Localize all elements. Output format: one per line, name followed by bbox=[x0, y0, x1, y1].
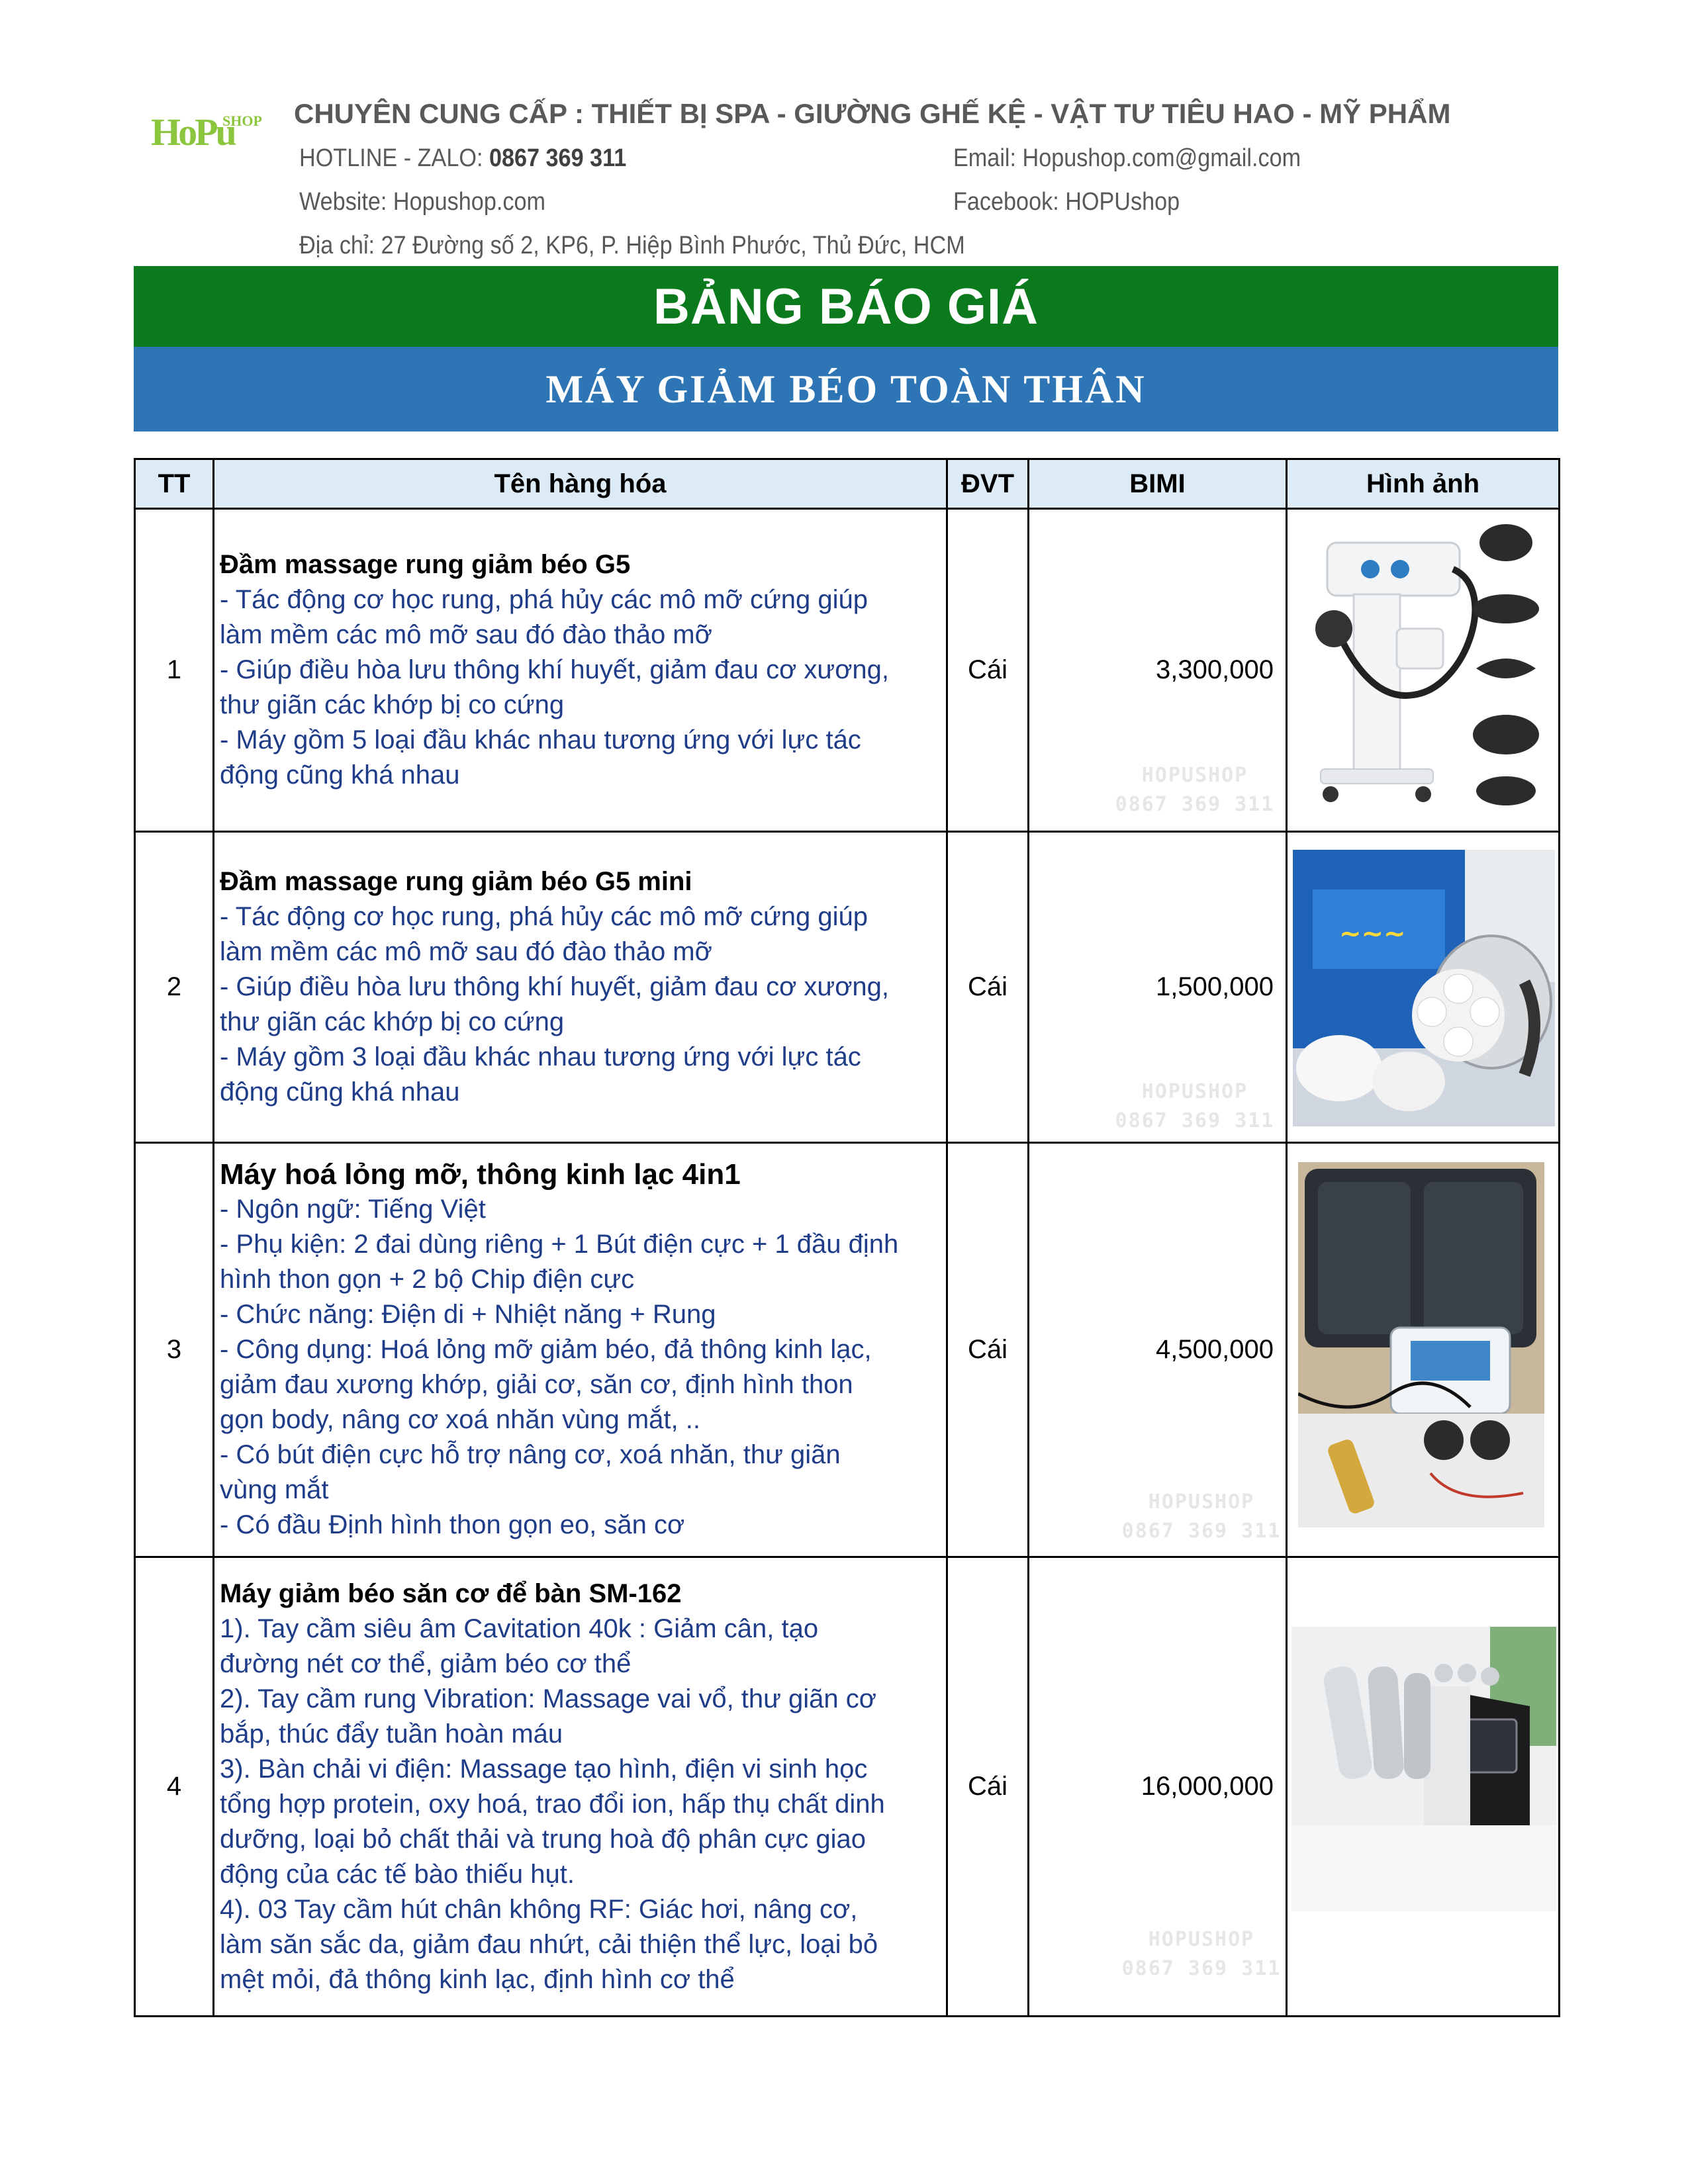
col-header-name: Tên hàng hóa bbox=[214, 459, 947, 509]
description-line: động cũng khá nhau bbox=[220, 1077, 460, 1107]
page-subtitle: MÁY GIẢM BÉO TOÀN THÂN bbox=[545, 367, 1147, 411]
description-line: làm mềm các mô mỡ sau đó đào thảo mỡ bbox=[220, 620, 712, 649]
description-line: - Công dụng: Hoá lỏng mỡ giảm béo, đả thông kinh lạc, bbox=[220, 1335, 872, 1364]
price-cell: 16,000,000 bbox=[1029, 1557, 1287, 2017]
description-line: động của các tế bào thiếu hụt. bbox=[220, 1859, 575, 1889]
table-header-row bbox=[135, 459, 1560, 509]
hotline-label: HOTLINE - ZALO: bbox=[299, 144, 489, 172]
row-number: 2 bbox=[135, 832, 214, 1143]
description-line: - Giúp điều hòa lưu thông khí huyết, giảm đau cơ xương, bbox=[220, 972, 890, 1001]
hotline-number: 0867 369 311 bbox=[489, 144, 627, 172]
unit-cell: Cái bbox=[947, 509, 1029, 832]
product-name: Đầm massage rung giảm béo G5 bbox=[220, 550, 631, 579]
g5-massager-image bbox=[1301, 523, 1546, 814]
product-description bbox=[214, 832, 947, 1143]
table-row bbox=[135, 832, 1560, 1143]
description-line: hình thon gọn + 2 bộ Chip điện cực bbox=[220, 1265, 635, 1294]
letterhead bbox=[0, 0, 1688, 265]
unit-cell: Cái bbox=[947, 1143, 1029, 1557]
product-name: Máy hoá lỏng mỡ, thông kinh lạc 4in1 bbox=[220, 1158, 741, 1191]
description-line: tổng hợp protein, oxy hoá, trao đổi ion, hấp thụ chất dinh bbox=[220, 1789, 885, 1819]
description-line: 2). Tay cầm rung Vibration: Massage vai vổ, thư giãn cơ bbox=[220, 1684, 877, 1713]
subtitle-banner bbox=[134, 347, 1558, 432]
col-header-price: BIMI bbox=[1029, 459, 1287, 509]
description-line: - Tác động cơ học rung, phá hủy các mô mỡ cứng giúp bbox=[220, 585, 868, 614]
description-line: làm săn sắc da, giảm đau nhứt, cải thiện thể lực, loại bỏ bbox=[220, 1929, 878, 1959]
website-line: Website: Hopushop.com bbox=[299, 188, 545, 216]
svg-text:~~~: ~~~ bbox=[1339, 919, 1406, 949]
watermark bbox=[1089, 1077, 1301, 1136]
price-cell: 3,300,000 bbox=[1029, 509, 1287, 832]
logo-shop-text: SHOP bbox=[222, 113, 262, 129]
description-line: động cũng khá nhau bbox=[220, 760, 460, 790]
watermark-phone: 0867 369 311 bbox=[1115, 793, 1275, 816]
unit-cell: Cái bbox=[947, 832, 1029, 1143]
product-description bbox=[214, 1143, 947, 1557]
description-line: vùng mắt bbox=[220, 1475, 329, 1504]
description-line: thư giãn các khớp bị co cứng bbox=[220, 690, 565, 719]
description-line: - Có đầu Định hình thon gọn eo, săn cơ bbox=[220, 1510, 685, 1539]
price-table bbox=[134, 458, 1560, 2017]
col-header-tt: TT bbox=[135, 459, 214, 509]
4in1-fat-dissolving-machine-image bbox=[1298, 1162, 1544, 1527]
company-tagline: CHUYÊN CUNG CẤP : THIẾT BỊ SPA - GIƯỜNG GHẾ KỆ - VẬT TƯ TIÊU HAO - MỸ PHẨM bbox=[294, 98, 1451, 129]
col-header-image: Hình ảnh bbox=[1287, 459, 1560, 509]
price-cell: 1,500,000 bbox=[1029, 832, 1287, 1143]
watermark bbox=[1089, 761, 1301, 819]
address-line: Địa chỉ: 27 Đường số 2, KP6, P. Hiệp Bình Phước, Thủ Đức, HCM bbox=[299, 232, 965, 259]
page-title: BẢNG BÁO GIÁ bbox=[653, 278, 1039, 335]
description-line: - Ngôn ngữ: Tiếng Việt bbox=[220, 1195, 486, 1224]
row-number: 1 bbox=[135, 509, 214, 832]
description-line: đường nét cơ thể, giảm béo cơ thể bbox=[220, 1649, 632, 1678]
price-cell: 4,500,000 bbox=[1029, 1143, 1287, 1557]
watermark bbox=[1096, 1488, 1307, 1546]
email-line: Email: Hopushop.com@gmail.com bbox=[953, 144, 1301, 172]
watermark-phone: 0867 369 311 bbox=[1121, 1957, 1282, 1980]
table-row bbox=[135, 1143, 1560, 1557]
watermark-brand: HOPUSHOP bbox=[1148, 1490, 1255, 1514]
g5-mini-massager-image bbox=[1293, 850, 1555, 1126]
watermark-phone: 0867 369 311 bbox=[1115, 1109, 1275, 1132]
description-line: 3). Bàn chải vi điện: Massage tạo hình, điện vi sinh học bbox=[220, 1754, 868, 1784]
row-number: 4 bbox=[135, 1557, 214, 2017]
description-line: làm mềm các mô mỡ sau đó đào thảo mỡ bbox=[220, 937, 712, 966]
watermark bbox=[1096, 1925, 1307, 1983]
sm-162-slimming-machine-image bbox=[1291, 1627, 1556, 1911]
description-line: dưỡng, loại bỏ chất thải và trung hoà độ phân cực giao bbox=[220, 1824, 866, 1854]
description-line: mệt mỏi, đả thông kinh lạc, định hình cơ thể bbox=[220, 1964, 735, 1994]
description-line: 4). 03 Tay cầm hút chân không RF: Giác hơi, nâng cơ, bbox=[220, 1894, 858, 1924]
table-row bbox=[135, 1557, 1560, 2017]
watermark-brand: HOPUSHOP bbox=[1141, 1080, 1248, 1103]
product-name: Đầm massage rung giảm béo G5 mini bbox=[220, 867, 692, 896]
watermark-phone: 0867 369 311 bbox=[1121, 1520, 1282, 1543]
facebook-line: Facebook: HOPUshop bbox=[953, 188, 1180, 216]
description-line: - Tác động cơ học rung, phá hủy các mô mỡ cứng giúp bbox=[220, 902, 868, 931]
description-line: giảm đau xương khớp, giải cơ, săn cơ, định hình thon bbox=[220, 1370, 853, 1399]
description-line: - Có bút điện cực hỗ trợ nâng cơ, xoá nhăn, thư giãn bbox=[220, 1440, 841, 1469]
product-description bbox=[214, 509, 947, 832]
watermark-brand: HOPUSHOP bbox=[1148, 1928, 1255, 1951]
description-line: bắp, thúc đẩy tuần hoàn máu bbox=[220, 1719, 563, 1749]
product-name: Máy giảm béo săn cơ để bàn SM-162 bbox=[220, 1578, 682, 1608]
description-line: - Máy gồm 3 loại đầu khác nhau tương ứng với lực tác bbox=[220, 1042, 861, 1071]
watermark-brand: HOPUSHOP bbox=[1141, 764, 1248, 787]
unit-cell: Cái bbox=[947, 1557, 1029, 2017]
description-line: 1). Tay cầm siêu âm Cavitation 40k : Giảm cân, tạo bbox=[220, 1614, 819, 1643]
description-line: - Giúp điều hòa lưu thông khí huyết, giảm đau cơ xương, bbox=[220, 655, 890, 684]
hopushop-logo bbox=[151, 105, 283, 154]
title-banner bbox=[134, 266, 1558, 347]
product-description bbox=[214, 1557, 947, 2017]
hotline-line bbox=[299, 144, 626, 173]
col-header-unit: ĐVT bbox=[947, 459, 1029, 509]
description-line: - Máy gồm 5 loại đầu khác nhau tương ứng với lực tác bbox=[220, 725, 861, 754]
logo-mark: HoPu bbox=[151, 111, 234, 154]
description-line: - Phụ kiện: 2 đai dùng riêng + 1 Bút điện cực + 1 đầu định bbox=[220, 1230, 899, 1259]
table-row bbox=[135, 509, 1560, 832]
row-number: 3 bbox=[135, 1143, 214, 1557]
description-line: thư giãn các khớp bị co cứng bbox=[220, 1007, 565, 1036]
description-line: gọn body, nâng cơ xoá nhăn vùng mắt, .. bbox=[220, 1405, 700, 1434]
description-line: - Chức năng: Điện di + Nhiệt năng + Rung bbox=[220, 1300, 716, 1329]
